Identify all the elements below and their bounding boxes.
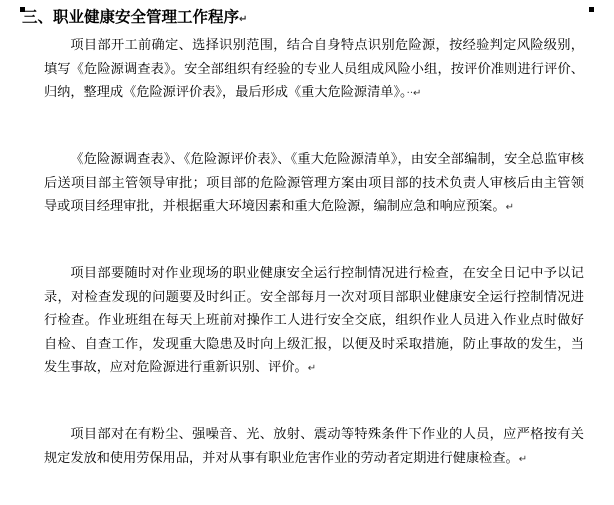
paragraph-mark-icon: ↵ <box>505 202 514 213</box>
paragraph-mark-icon: ↵ <box>239 14 248 25</box>
paragraph-mark-icon: ↵ <box>413 88 422 99</box>
paragraph-mark-icon: ↵ <box>518 453 528 465</box>
paragraph-2-text: 《危险源调查表》、《危险源评价表》、《重大危险源清单》，由安全部编制，安全总监审核后送项目部主管领导审批；项目部的危险源管理方案由项目部的技术负责人审核后由主管领导或项目经理审批，并根据重大环境因素和重大危险源，编制应急和响应预案。 <box>44 152 584 214</box>
paragraph-2 <box>44 148 584 220</box>
paragraph-mark-icon: ↵ <box>307 363 317 374</box>
paragraph-1-text: 项目部开工前确定、选择识别范围，结合自身特点识别危险源，按经验判定风险级别，填写《危险源调查表》。安全部组织有经验的专业人员组成风险小组，按评价准则进行评价、归纳，整理成《危险源评价表》，最后形成《重大危险源清单》。 <box>44 38 584 100</box>
paragraph-3 <box>44 262 584 381</box>
paragraph-1-trailing: ·· <box>406 88 413 99</box>
section-heading-text: 三、职业健康安全管理工作程序 <box>22 7 240 26</box>
paragraph-1 <box>44 34 584 106</box>
paragraph-3-text: 项目部要随时对作业现场的职业健康安全运行控制情况进行检查，在安全日记中予以记录，对检查发现的问题要及时纠正。安全部每月一次对项目部职业健康安全运行控制情况进行检查。作业班组在每天上班前对操作工人进行安全交底，组织作业人员进入作业点时做好自检、自查工作，发现重大隐患及时向上级汇报，以便及时采取措施，防止事故的发生，当发生事故，应对危险源进行重新识别、评价。 <box>44 266 584 375</box>
paragraph-4-text: 项目部对在有粉尘、强噪音、光、放射、震动等特殊条件下作业的人员，应严格按有关规定发放和使用劳保用品，并对从事有职业危害作业的劳动者定期进行健康检查。 <box>44 427 584 466</box>
paragraph-4 <box>44 423 584 471</box>
section-heading <box>22 6 592 31</box>
